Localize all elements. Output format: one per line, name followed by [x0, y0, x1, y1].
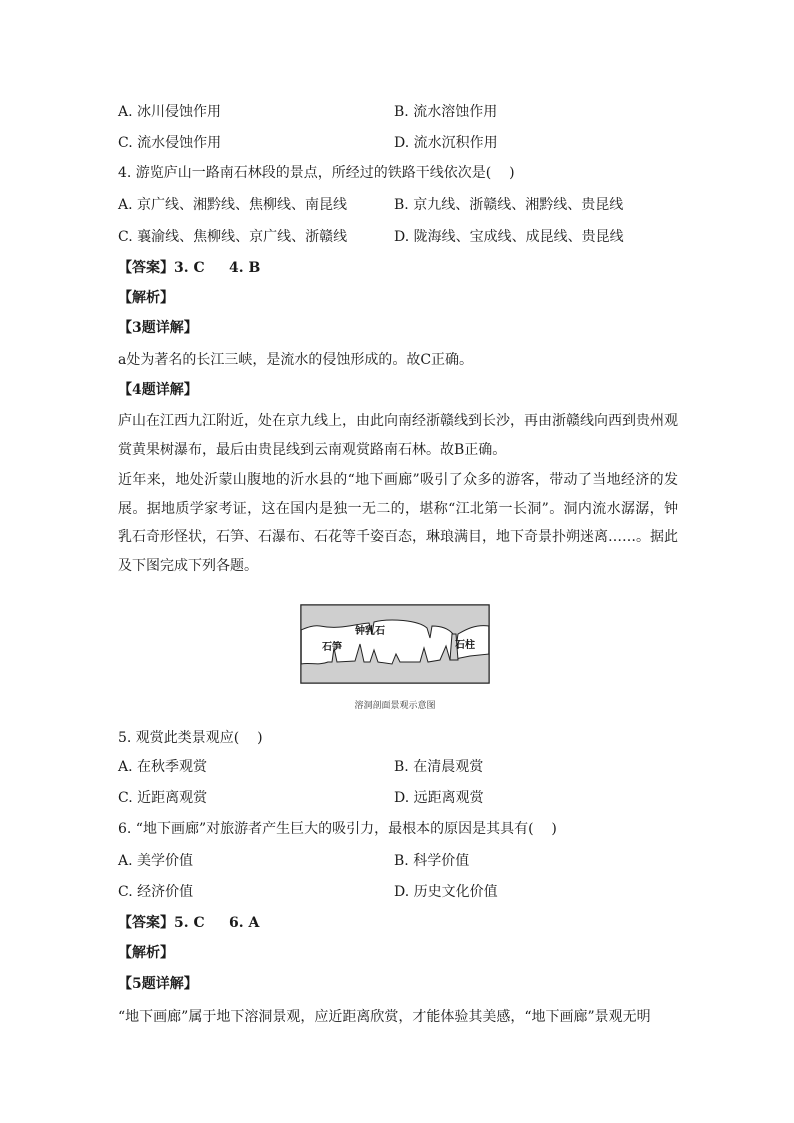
- detail-3-heading: 【3题详解】: [118, 320, 198, 336]
- q3-option-d: D. 流水沉积作用: [394, 135, 498, 151]
- q5-option-a: A. 在秋季观赏: [118, 759, 208, 775]
- q6-option-d: D. 历史文化价值: [394, 884, 498, 900]
- q4-option-a: A. 京广线、湘黔线、焦柳线、南昆线: [118, 197, 348, 213]
- q5-option-c: C. 近距离观赏: [118, 790, 208, 806]
- answer-3-4: 【答案】3. C 4. B: [118, 260, 261, 276]
- q4-options-row-1: [118, 195, 678, 215]
- label-stalactite: 钟乳石: [355, 626, 385, 637]
- answer-5-6: 【答案】5. C 6. A: [118, 915, 260, 931]
- label-column: 石柱: [455, 640, 475, 651]
- q3-options-row-1: [118, 102, 678, 122]
- q3-option-b: B. 流水溶蚀作用: [394, 104, 498, 120]
- q6-options-row-2: [118, 882, 678, 902]
- q6-option-a: A. 美学价值: [118, 853, 194, 869]
- q4-option-b: B. 京九线、浙赣线、湘黔线、贵昆线: [394, 197, 624, 213]
- passage-text: 近年来，地处沂蒙山腹地的沂水县的“地下画廊”吸引了众多的游客，带动了当地经济的发展。据地质学家考证，这在国内是独一无二的，堪称“江北第一长洞”。洞内流水潺潺，钟乳石奇形怪状，石笋、石瀑布、石花等千姿百态，琳琅满目，地下奇景扑朔迷离……。据此及下图完成下列各题。: [118, 472, 678, 574]
- q5-stem: 5. 观赏此类景观应( ): [118, 730, 263, 746]
- q5-options-row-2: [118, 788, 678, 808]
- q3-options-row-2: [118, 133, 678, 153]
- figure-caption: 溶洞剖面景观示意图: [354, 701, 436, 711]
- q5-options-row-1: [118, 757, 678, 777]
- q4-options-row-2: [118, 227, 678, 247]
- q4-option-d: D. 陇海线、宝成线、成昆线、贵昆线: [394, 229, 624, 245]
- label-stalagmite: 石笋: [322, 642, 342, 653]
- detail-5-heading: 【5题详解】: [118, 976, 198, 992]
- q3-option-c: C. 流水侵蚀作用: [118, 135, 222, 151]
- detail-4-heading: 【4题详解】: [118, 382, 198, 398]
- q6-options-row-1: [118, 851, 678, 871]
- q5-option-b: B. 在清晨观赏: [394, 759, 484, 775]
- q6-option-c: C. 经济价值: [118, 884, 194, 900]
- q4-option-c: C. 襄渝线、焦柳线、京广线、浙赣线: [118, 229, 348, 245]
- detail-5-text: “地下画廊”属于地下溶洞景观，应近距离欣赏，才能体验其美感，“地下画廊”景观无明: [118, 1009, 651, 1025]
- q5-option-d: D. 远距离观赏: [394, 790, 484, 806]
- q6-stem: 6. “地下画廊”对旅游者产生巨大的吸引力，最根本的原因是其具有( ): [118, 821, 557, 837]
- detail-4-text: 庐山在江西九江附近，处在京九线上，由此向南经浙赣线到长沙，再由浙赣线向西到贵州观赏黄果树瀑布，最后由贵昆线到云南观赏路南石林。故B正确。: [118, 413, 678, 458]
- analysis-heading-1: 【解析】: [118, 290, 174, 306]
- q6-option-b: B. 科学价值: [394, 853, 470, 869]
- karst-cave-diagram: [300, 604, 490, 684]
- q3-option-a: A. 冰川侵蚀作用: [118, 104, 222, 120]
- detail-3-text: a处为著名的长江三峡，是流水的侵蚀形成的。故C正确。: [118, 352, 474, 368]
- q4-stem: 4. 游览庐山一路南石林段的景点，所经过的铁路干线依次是( ): [118, 165, 515, 181]
- analysis-heading-2: 【解析】: [118, 945, 174, 961]
